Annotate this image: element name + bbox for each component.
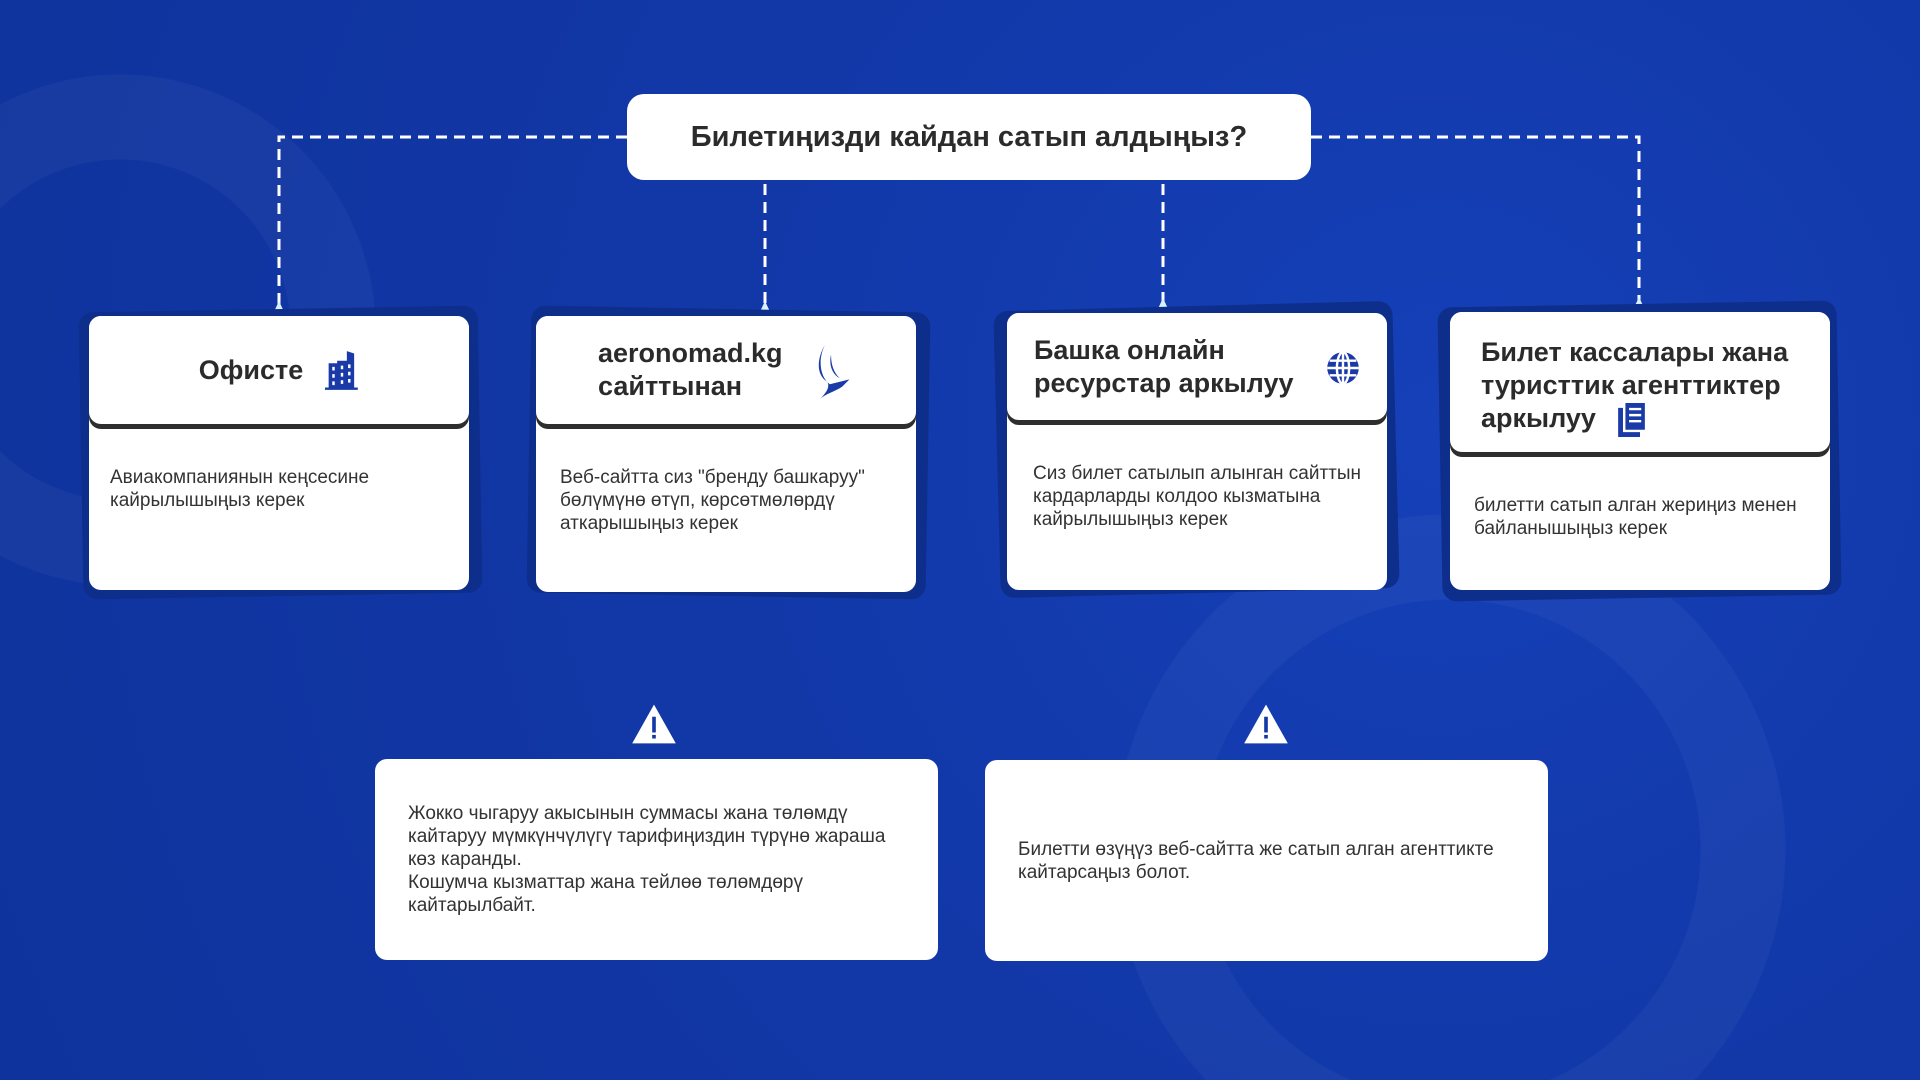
aeronomad-logo-icon [815,345,852,399]
card-title-text: Билет кассалары жана туристтик агенттиктер аркылуу [1481,337,1789,433]
card-header [1450,312,1830,452]
card-aeronomad [536,316,916,592]
title-text: Билетиңизди кайдан сатып алдыңыз? [690,120,1248,153]
card-description: Авиакомпаниянын кеңсесине кайрылышыңыз керек [110,467,370,511]
card-description: Сиз билет сатылып алынган сайттын кардарларды колдоо кызматына кайрылышыңыз керек [1033,463,1362,530]
card-title: Башка онлайн ресурстар аркылуу [1034,334,1294,398]
card-title [598,337,783,403]
note-refund-where [985,760,1548,961]
card-title-line: сайттынан [598,371,743,401]
diagram-title [627,94,1311,180]
note-text: Жокко чыгаруу акысынын суммасы жана төлөмдү кайтаруу мүмкүнчүлүгү тарифиңиздин түрүнө жараша көз каранды. [408,803,886,870]
note-text: Билетти өзүңүз веб-сайтта же сатып алган агенттикте кайтарсаңыз болот. [1018,838,1494,883]
card-title: Офисте [198,354,304,385]
note-refund-fees [375,759,938,960]
card-title [1481,336,1808,437]
card-header [89,316,469,424]
warning-icon [631,703,677,745]
document-copy-icon [1618,403,1645,437]
card-header [536,316,916,424]
warning-icon [1243,703,1289,745]
card-title-line: aeronomad.kg [598,338,783,368]
card-agencies [1450,312,1830,590]
card-description: билетти сатып алган жериңиз менен байланышыңыз керек [1474,495,1797,539]
card-office [89,316,469,590]
office-building-icon [325,351,359,390]
connector-agencies [1311,137,1639,300]
card-description: Веб-сайтта сиз "бренду башкаруу" бөлүмүнө өтүп, көрсөтмөлөрдү аткарышыңыз керек [560,467,865,534]
globe-icon [1326,351,1360,385]
card-online [1007,313,1387,590]
card-header [1007,313,1387,420]
note-text: Кошумча кызматтар жана тейлөө төлөмдөрү кайтарылбайт. [408,872,803,916]
connector-office [279,137,627,304]
